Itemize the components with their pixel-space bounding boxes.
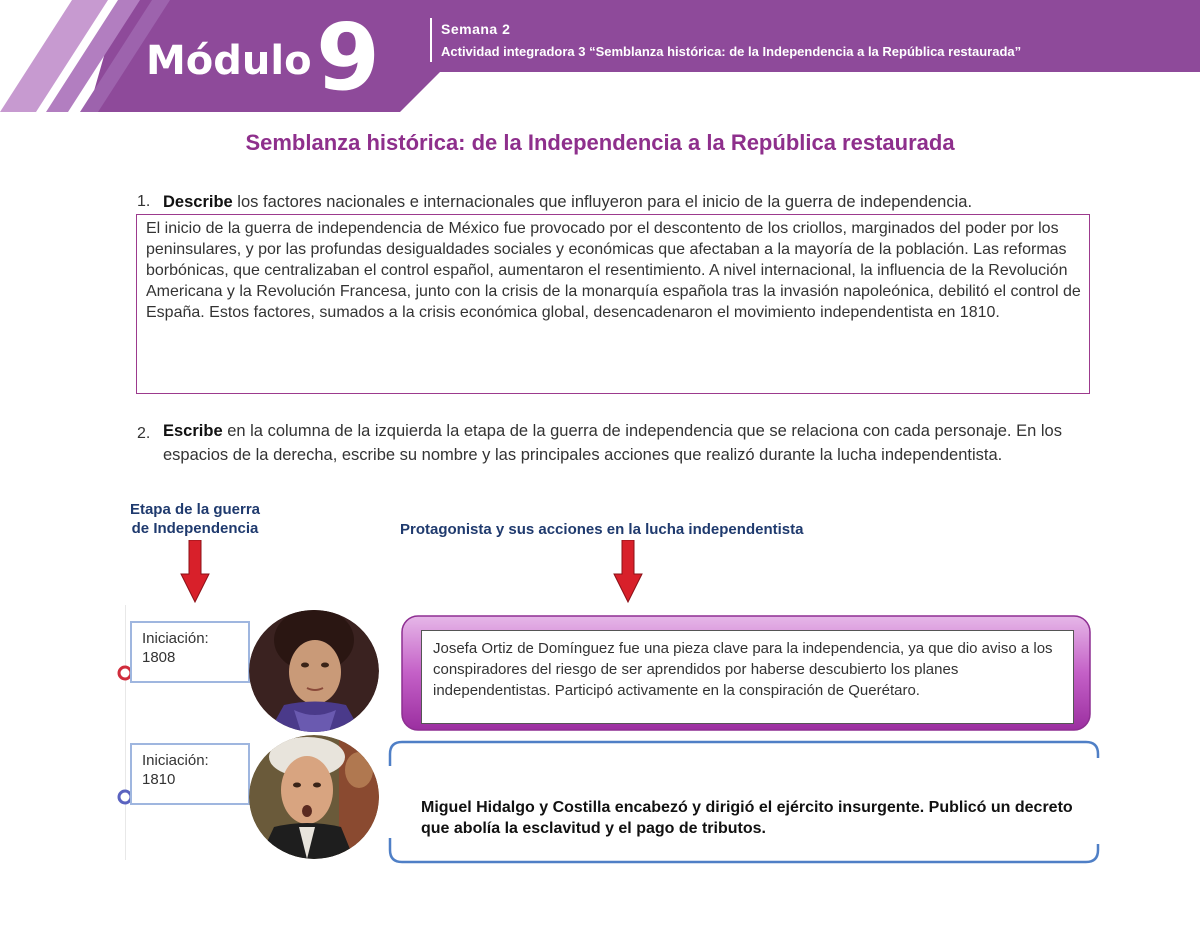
down-arrow-icon [180,540,210,604]
stage-label: Iniciación: [142,752,209,769]
stage-box-2[interactable] [130,743,250,805]
activity-title: Actividad integradora 3 “Semblanza histórica: de la Independencia a la República restaurada” [441,44,1022,59]
question-1-prompt [163,190,1103,214]
question-1-verb: Describe [163,193,233,211]
header-divider [430,18,432,62]
question-1-number: 1. [137,193,151,210]
portrait-josefa-ortiz [249,610,379,732]
stage-heading-line2: de Independencia [131,520,259,537]
timeline-line [125,605,126,860]
portrait-miguel-hidalgo [249,735,379,859]
protagonist-card-2[interactable]: Miguel Hidalgo y Costilla encabezó y dirigió el ejército insurgente. Publicó un decreto que abolía la esclavitud y el pago de tributos. [421,799,1073,837]
stage-box-1[interactable] [130,621,250,683]
module-number: 9 [316,4,381,111]
question-2-verb: Escribe [163,422,223,440]
down-arrow-icon [613,540,643,604]
answer-1-text: El inicio de la guerra de independencia de México fue provocado por el descontento de los criollos, marginados del poder por los peninsulares, y por las profundas desigualdades sociales y económicas que afectaban a la mayoría de la población. Las reformas borbónicas, que centralizaban el control español, aumentaron el resentimiento. A nivel internacional, la influencia de la Revolución Americana y la Revolución Francesa, junto con la crisis de la monarquía española tras la invasión napoleónica, debilitó el control de España. Estos factores, sumados a la crisis económica global, desencadenaron el movimiento independentista en 1810. [146,220,1081,321]
stage-label: Iniciación: [142,630,209,647]
stage-column-heading [110,500,280,538]
stage-year: 1808 [142,649,176,666]
protagonist-card-1[interactable]: Josefa Ortiz de Domínguez fue una pieza clave para la independencia, ya que dio aviso a los conspiradores del riesgo de ser aprendidos por haberse descubierto los planes independentistas. Participó activamente en la conspiración de Querétaro. [421,630,1074,724]
question-2-prompt [163,419,1063,467]
stage-year: 1810 [142,771,176,788]
question-2-text: en la columna de la izquierda la etapa de la guerra de independencia que se relaciona con cada personaje. En los espacios de la derecha, escribe su nombre y las principales acciones que realizó durante la lucha independentista. [163,422,1062,464]
stage-heading-line1: Etapa de la guerra [129,501,261,518]
module-label: Módulo [146,38,312,84]
page-title: Semblanza histórica: de la Independencia a la República restaurada [245,130,955,155]
week-label: Semana 2 [441,21,511,37]
question-2-number: 2. [137,425,151,442]
protagonist-column-heading: Protagonista y sus acciones en la lucha independentista [400,521,804,538]
question-1-text: los factores nacionales e internacionales que influyeron para el inicio de la guerra de independencia. [232,193,973,211]
